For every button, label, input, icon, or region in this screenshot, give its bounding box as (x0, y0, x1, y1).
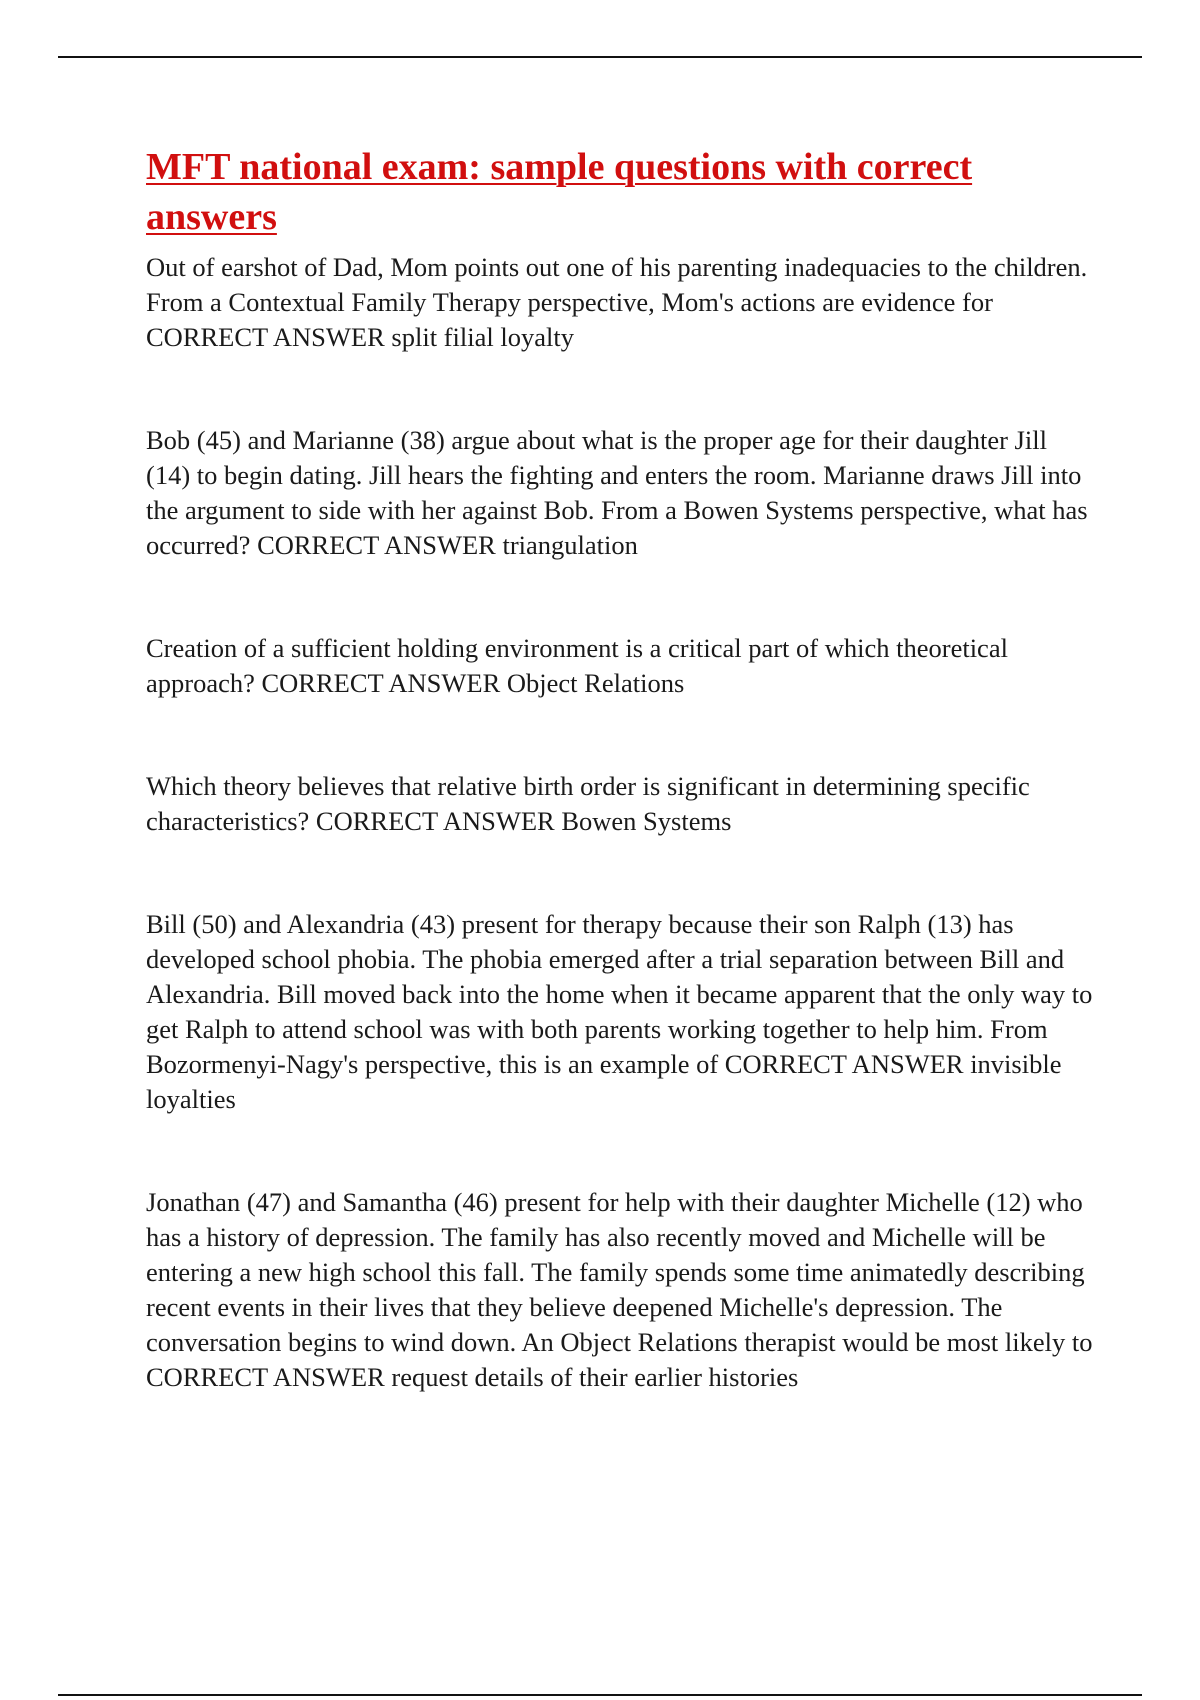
header-rule (58, 56, 1142, 58)
document-body (146, 142, 1096, 1463)
question-answer-4: Which theory believes that relative birth order is significant in determining specific characteristics? CORRECT ANSWER Bowen Systems (146, 771, 1030, 836)
question-answer-1: Out of earshot of Dad, Mom points out one of his parenting inadequacies to the children. From a Contextual Family Therapy perspective, Mom's actions are evidence for CORRECT ANSWER split filial loyalty (146, 252, 1088, 352)
question-answer-3: Creation of a sufficient holding environment is a critical part of which theoretical approach? CORRECT ANSWER Object Relations (146, 633, 1008, 698)
document-title: MFT national exam: sample questions with correct answers (146, 146, 973, 238)
question-answer-2: Bob (45) and Marianne (38) argue about what is the proper age for their daughter Jill (14) to begin dating. Jill hears the fighting and enters the room. Marianne draws Jill into the argument to side with her against Bob. From a Bowen Systems perspective, what has occurred? CORRECT ANSWER triangulation (146, 425, 1088, 560)
question-answer-5: Bill (50) and Alexandria (43) present for therapy because their son Ralph (13) has developed school phobia. The phobia emerged after a trial separation between Bill and Alexandria. Bill moved back into the home when it became apparent that the only way to get Ralph to attend school was with both parents working together to help him. From Bozormenyi-Nagy's perspective, this is an example of CORRECT ANSWER invisible loyalties (146, 909, 1093, 1114)
footer-rule (58, 1694, 1142, 1696)
question-answer-6: Jonathan (47) and Samantha (46) present for help with their daughter Michelle (12) who has a history of depression. The family has also recently moved and Michelle will be entering a new high school this fall. The family spends some time animatedly describing recent events in their lives that they believe deepened Michelle's depression. The conversation begins to wind down. An Object Relations therapist would be most likely to CORRECT ANSWER request details of their earlier histories (146, 1187, 1093, 1392)
